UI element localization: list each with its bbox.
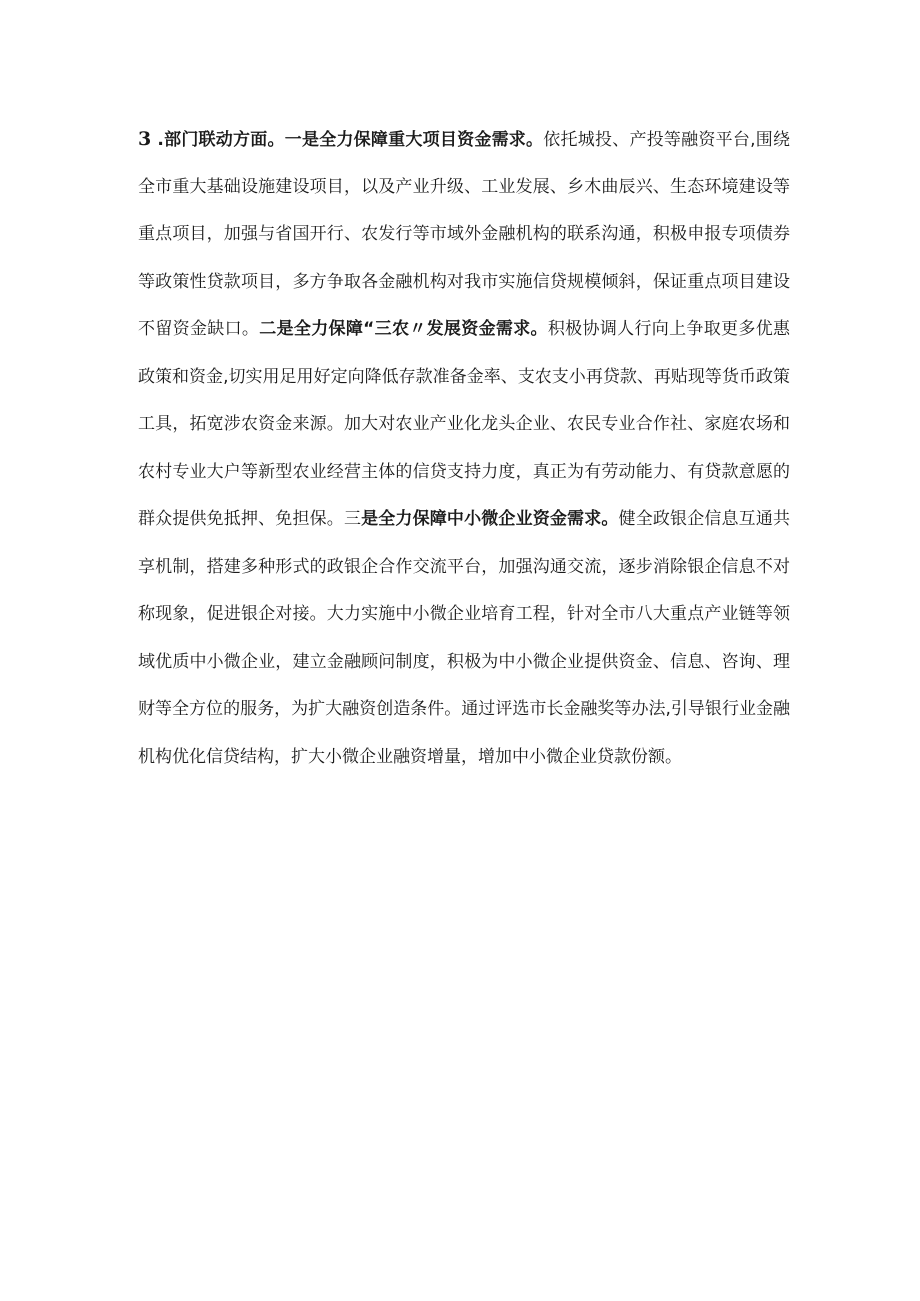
text-line xyxy=(138,686,790,734)
text-line xyxy=(138,354,790,402)
text-line xyxy=(138,591,790,639)
text-run: 健全政银企信息互通共 xyxy=(618,509,790,529)
text-line xyxy=(138,306,790,354)
text-line xyxy=(138,116,790,164)
section-heading: .部门联动方面。一是全力保障重大项目资金需求。 xyxy=(151,130,544,150)
text-run: 称现象，促进银企对接。大力实施中小微企业培育工程，针对全市八大重点产业链等领 xyxy=(138,604,790,624)
text-line xyxy=(138,401,790,449)
text-run: 依托城投、产投等融资平台,围绕 xyxy=(543,130,790,150)
text-line xyxy=(138,164,790,212)
text-run: 不留资金缺口。 xyxy=(138,319,260,339)
text-line xyxy=(138,211,790,259)
text-line xyxy=(138,496,790,544)
body-paragraph xyxy=(138,116,790,781)
text-run: 群众提供免抵押、免担保。三 xyxy=(138,509,362,529)
bold-phrase: 是全力保障中小微企业资金需求。 xyxy=(361,509,619,529)
text-run: 机构优化信贷结构，扩大小微企业融资增量，增加中小微企业贷款份额。 xyxy=(138,746,682,767)
text-run: 域优质中小微企业，建立金融顾问制度，积极为中小微企业提供资金、信息、咨询、理 xyxy=(138,651,790,672)
text-run: 重点项目，加强与省国开行、农发行等市域外金融机构的联系沟通，积极申报专项债券 xyxy=(138,224,790,244)
section-number: 3 xyxy=(138,128,152,150)
text-run: 全市重大基础设施建设项目，以及产业升级、工业发展、乡木曲辰兴、生态环境建设等 xyxy=(138,176,790,197)
text-line xyxy=(138,259,790,307)
text-run: 工具，拓宽涉农资金来源。加大对农业产业化龙头企业、农民专业合作社、家庭农场和 xyxy=(138,414,790,434)
text-run: 享机制，搭建多种形式的政银企合作交流平台，加强沟通交流，逐步消除银企信息不对 xyxy=(138,556,790,577)
text-run: 等政策性贷款项目，多方争取各金融机构对我市实施信贷规模倾斜，保证重点项目建设 xyxy=(138,271,790,292)
text-run: 政策和资金,切实用足用好定向降低存款准备金率、支农支小再贷款、再贴现等货币政策 xyxy=(138,366,790,387)
text-line xyxy=(138,639,790,687)
text-line xyxy=(138,544,790,592)
bold-phrase: 二是全力保障“三农〃发展资金需求。 xyxy=(259,319,548,339)
text-line xyxy=(138,449,790,497)
text-run: 积极协调人行向上争取更多优惠 xyxy=(547,319,790,339)
text-run: 财等全方位的服务，为扩大融资创造条件。通过评选市长金融奖等办法,引导银行业金融 xyxy=(138,699,790,719)
text-run: 农村专业大户等新型农业经营主体的信贷支持力度，真正为有劳动能力、有贷款意愿的 xyxy=(138,461,790,482)
text-line xyxy=(138,734,790,782)
